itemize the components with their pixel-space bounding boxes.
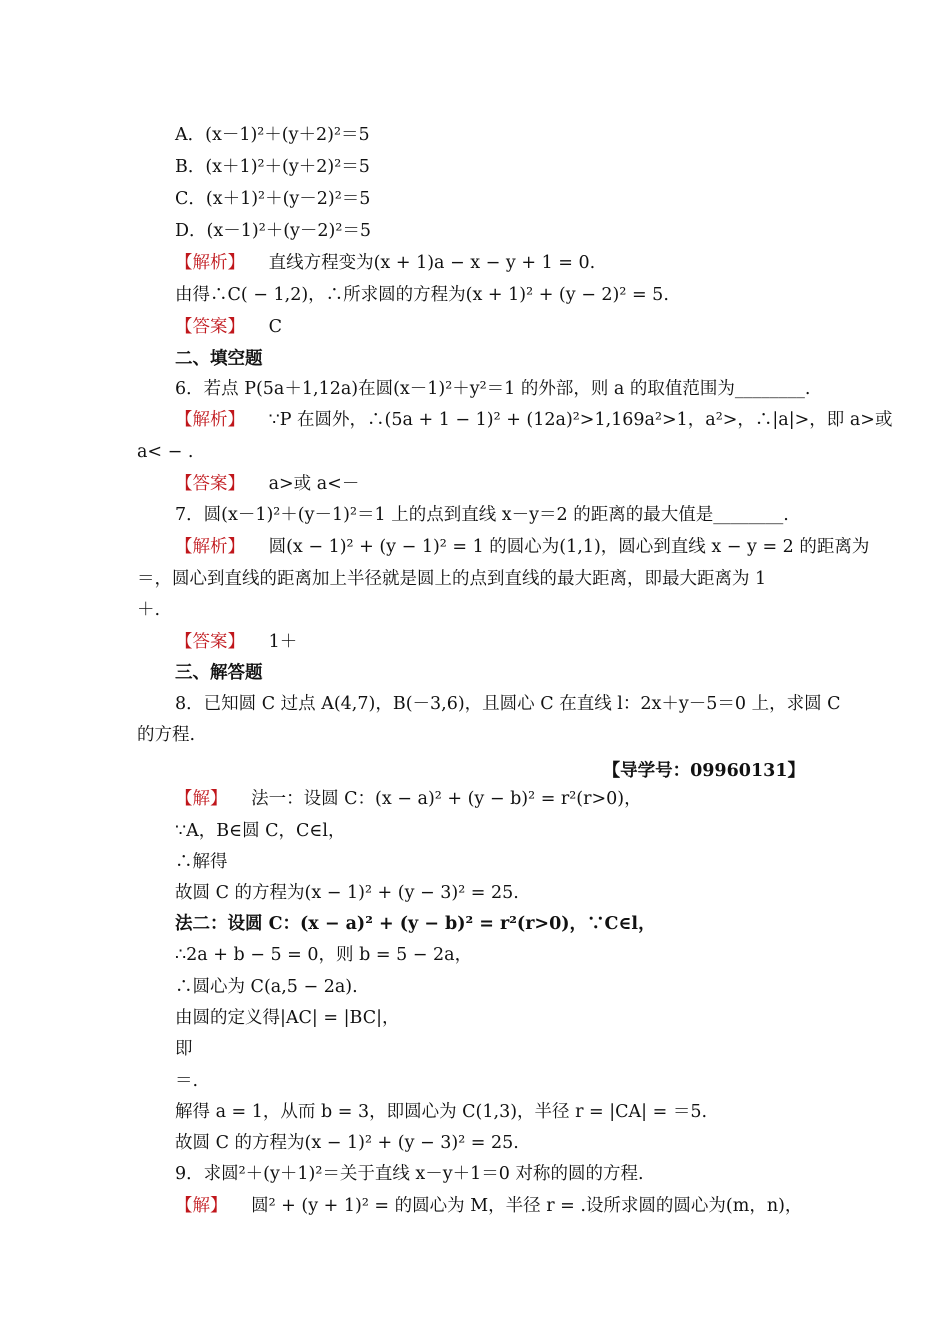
q6-answer bbox=[175, 473, 359, 495]
analysis-text: ∵P 在圆外，∴(5a + 1 − 1)² + (12a)²>1,169a²>1，a²>，∴|a|>，即 a>或 bbox=[268, 410, 893, 430]
q7-analysis-line-2: ＝，圆心到直线的距离加上半径就是圆上的点到直线的最大距离，即最大距离为 1 bbox=[137, 569, 767, 589]
q5-analysis-line-2: 由得∴C( − 1,2)，∴所求圆的方程为(x + 1)² + (y − 2)² = 5. bbox=[175, 285, 669, 305]
q8-solution-line-1 bbox=[175, 788, 642, 810]
q9-question: 9．求圆²＋(y＋1)²＝关于直线 x－y＋1＝0 对称的圆的方程. bbox=[175, 1164, 644, 1184]
q7-question: 7．圆(x－1)²＋(y－1)²＝1 上的点到直线 x－y＝2 的距离的最大值是________. bbox=[175, 505, 789, 525]
section-heading-fill-in: 二、填空题 bbox=[175, 349, 263, 369]
q7-answer bbox=[175, 631, 297, 653]
q7-analysis-line-3: ＋. bbox=[137, 600, 161, 620]
q5-analysis-line-1 bbox=[175, 252, 595, 274]
q8-solution-line-2: ∵A，B∈圆 C，C∈l， bbox=[175, 821, 346, 841]
option-a: A．(x－1)²＋(y＋2)²＝5 bbox=[175, 125, 370, 145]
solution-text: 法一：设圆 C：(x − a)² + (y − b)² = r²(r>0)， bbox=[251, 789, 642, 809]
answer-text: 1＋ bbox=[268, 632, 298, 652]
q9-solution-line-1 bbox=[175, 1195, 802, 1217]
q5-answer bbox=[175, 316, 282, 338]
analysis-tag: 【解析】 bbox=[175, 410, 245, 430]
solution-tag: 【解】 bbox=[175, 1196, 228, 1216]
option-c: C．(x＋1)²＋(y－2)²＝5 bbox=[175, 189, 371, 209]
option-b: B．(x＋1)²＋(y＋2)²＝5 bbox=[175, 157, 370, 177]
q8-solution-line-9: 即 bbox=[175, 1039, 193, 1059]
q8-solution-line-3: ∴解得 bbox=[175, 852, 228, 872]
q8-solution-line-8: 由圆的定义得|AC| = |BC|， bbox=[175, 1008, 400, 1028]
solution-tag: 【解】 bbox=[175, 789, 228, 809]
q6-analysis-line-1 bbox=[175, 409, 892, 431]
guide-number: 【导学号：09960131】 bbox=[602, 761, 805, 781]
solution-text: 圆² + (y + 1)² = 的圆心为 M，半径 r = .设所求圆的圆心为(m，n)， bbox=[251, 1196, 803, 1216]
analysis-text: 直线方程变为(x + 1)a − x − y + 1 = 0. bbox=[268, 253, 596, 273]
answer-text: C bbox=[268, 317, 282, 337]
q8-question-line-1: 8．已知圆 C 过点 A(4,7)，B(－3,6)，且圆心 C 在直线 l：2x＋y－5＝0 上，求圆 C bbox=[175, 694, 841, 714]
q8-solution-line-11: 解得 a = 1，从而 b = 3，即圆心为 C(1,3)，半径 r = |CA| = ＝5. bbox=[175, 1102, 708, 1122]
answer-tag: 【答案】 bbox=[175, 632, 245, 652]
analysis-text: 圆(x − 1)² + (y − 1)² = 1 的圆心为(1,1)，圆心到直线 x − y = 2 的距离为 bbox=[268, 537, 870, 557]
q8-solution-line-12: 故圆 C 的方程为(x − 1)² + (y − 3)² = 25. bbox=[175, 1133, 519, 1153]
analysis-tag: 【解析】 bbox=[175, 253, 245, 273]
option-d: D．(x－1)²＋(y－2)²＝5 bbox=[175, 221, 372, 241]
q6-analysis-line-2: a< − . bbox=[137, 442, 194, 462]
q8-question-line-2: 的方程. bbox=[137, 725, 196, 745]
q7-analysis-line-1 bbox=[175, 536, 869, 558]
q6-question: 6．若点 P(5a＋1,12a)在圆(x－1)²＋y²＝1 的外部，则 a 的取值范围为________. bbox=[175, 379, 811, 399]
q8-solution-line-10: ＝. bbox=[175, 1071, 199, 1091]
answer-tag: 【答案】 bbox=[175, 474, 245, 494]
q8-solution-line-6: ∴2a + b − 5 = 0，则 b = 5 − 2a， bbox=[175, 945, 473, 965]
q8-solution-line-5: 法二：设圆 C：(x − a)² + (y − b)² = r²(r>0)，∵C∈l， bbox=[175, 914, 656, 934]
q8-solution-line-4: 故圆 C 的方程为(x − 1)² + (y − 3)² = 25. bbox=[175, 883, 519, 903]
q8-solution-line-7: ∴圆心为 C(a,5 − 2a). bbox=[175, 977, 358, 997]
answer-text: a>或 a<－ bbox=[268, 474, 360, 494]
analysis-tag: 【解析】 bbox=[175, 537, 245, 557]
section-heading-solution: 三、解答题 bbox=[175, 663, 263, 683]
answer-tag: 【答案】 bbox=[175, 317, 245, 337]
